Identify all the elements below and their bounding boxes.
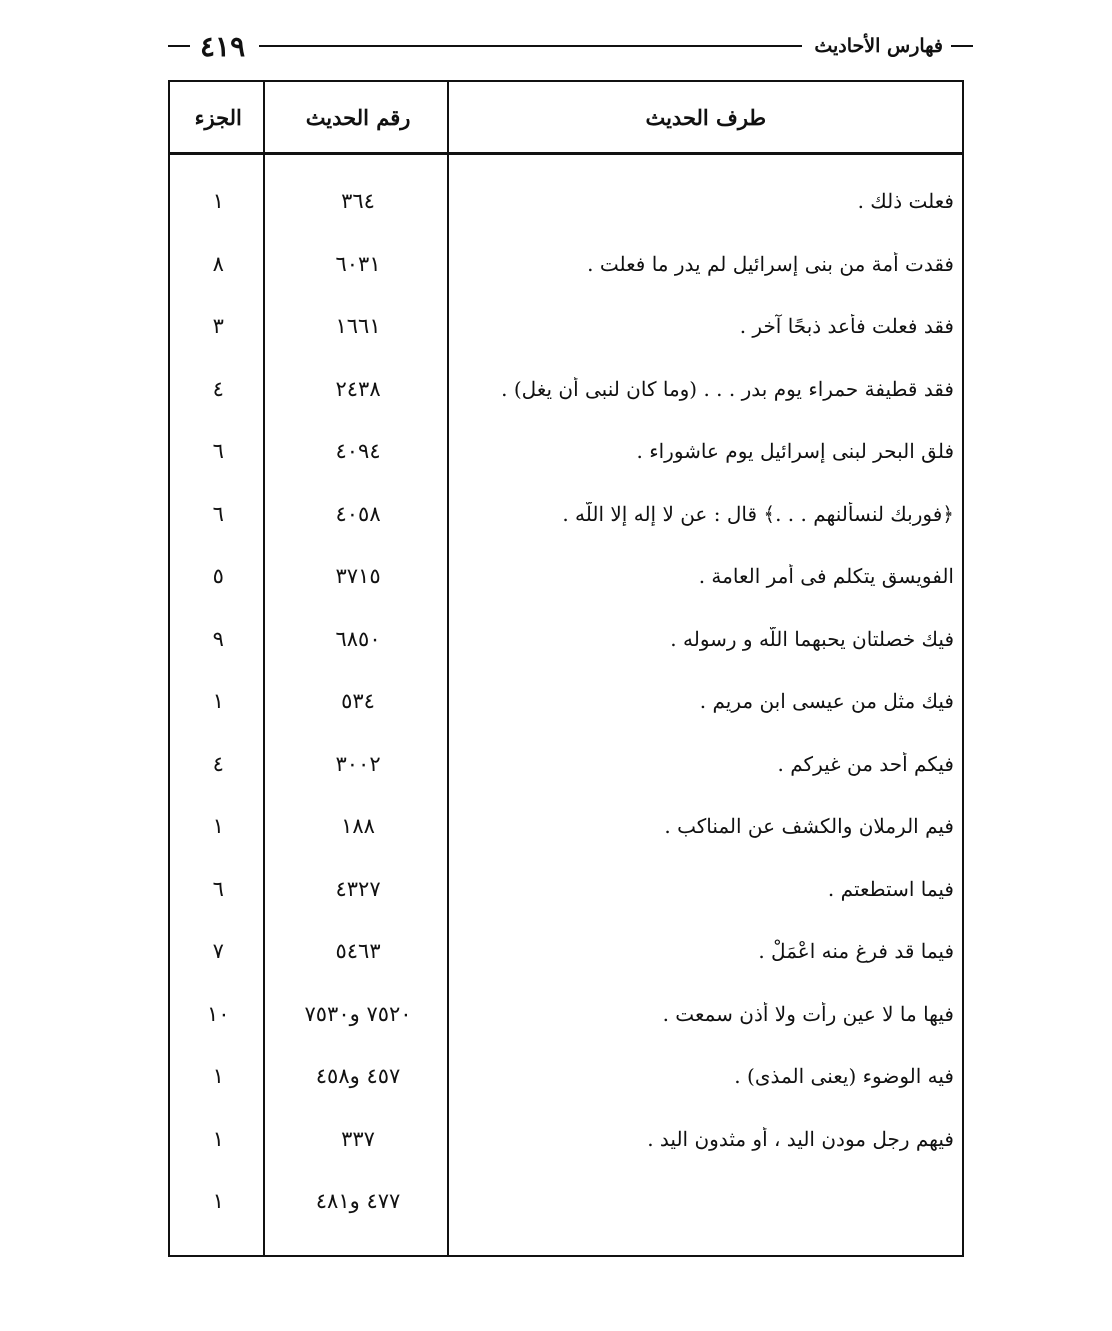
- table-row: [170, 795, 962, 858]
- hadith-number: ٥٤٦٣: [335, 939, 381, 964]
- running-header: [168, 26, 973, 66]
- table-row: [170, 1108, 962, 1171]
- table-row: [170, 670, 962, 733]
- hadith-text: فيما استطعتم .: [827, 876, 954, 901]
- hadith-number: ٤٣٢٧: [335, 876, 381, 901]
- hadith-number: ٤٠٥٨: [335, 501, 381, 526]
- hadith-number: ٤٥٧ و٤٥٨: [315, 1064, 401, 1089]
- table-row: [170, 1045, 962, 1108]
- volume-number: ٦: [212, 501, 224, 526]
- hadith-text: فقد قطيفة حمراء يوم بدر . . . (وما كان لنبى أن يغل) .: [501, 376, 954, 401]
- table-row: [170, 1170, 962, 1233]
- volume-number: ٣: [212, 314, 224, 339]
- volume-number: ٨: [212, 251, 224, 276]
- hadith-text: فيهم رجل مودن اليد ، أو مثدون اليد .: [647, 1126, 954, 1151]
- table-row: [170, 608, 962, 671]
- column-header-volume: الجزء: [194, 104, 242, 130]
- hadith-number: ٢٤٣٨: [335, 376, 381, 401]
- volume-number: ١٠: [206, 1001, 230, 1026]
- volume-number: ١: [212, 689, 224, 714]
- table-row: [170, 483, 962, 546]
- table-row: [170, 420, 962, 483]
- hadith-text: فيكم أحد من غيركم .: [777, 751, 954, 776]
- hadith-number: ٣٣٧: [341, 1126, 375, 1151]
- column-header-hadith-text: طرف الحديث: [645, 104, 767, 130]
- volume-number: ١: [212, 1189, 224, 1214]
- hadith-number: ٦٨٥٠: [335, 626, 381, 651]
- hadith-text: فيك خصلتان يحبهما اللّه و رسوله .: [670, 626, 954, 651]
- table-header-row: [170, 82, 962, 155]
- volume-number: ٦: [212, 876, 224, 901]
- volume-number: ٧: [212, 939, 224, 964]
- table-row: [170, 233, 962, 296]
- hadith-number: ١٨٨: [341, 814, 375, 839]
- table-body: [170, 170, 962, 1233]
- hadith-text: فيه الوضوء (يعنى المذى) .: [734, 1064, 954, 1089]
- volume-number: ١: [212, 1064, 224, 1089]
- hadith-index-table: [168, 80, 964, 1257]
- header-rule: [259, 45, 802, 47]
- hadith-text: الفويسق يتكلم فى أمر العامة .: [698, 564, 954, 589]
- hadith-text: فقدت أمة من بنى إسرائيل لم يدر ما فعلت .: [587, 251, 954, 276]
- volume-number: ٥: [212, 564, 224, 589]
- volume-number: ١: [212, 1126, 224, 1151]
- hadith-number: ٣٧١٥: [335, 564, 381, 589]
- hadith-number: ٣٠٠٢: [335, 751, 381, 776]
- hadith-text: فقد فعلت فأعد ذبحًا آخر .: [739, 314, 954, 339]
- hadith-text: فيم الرملان والكشف عن المناكب .: [664, 814, 954, 839]
- hadith-text: فيها ما لا عين رأت ولا أذن سمعت .: [662, 1001, 954, 1026]
- hadith-number: ٤٠٩٤: [335, 439, 381, 464]
- table-row: [170, 983, 962, 1046]
- table-row: [170, 733, 962, 796]
- volume-number: ١: [212, 189, 224, 214]
- table-row: [170, 858, 962, 921]
- hadith-number: ٤٧٧ و٤٨١: [315, 1189, 401, 1214]
- header-dash: [951, 45, 973, 47]
- header-title: فهارس الأحاديث: [814, 35, 943, 57]
- hadith-number: ٣٦٤: [341, 189, 375, 214]
- hadith-text: فيما قد فرغ منه اعْمَلْ .: [758, 939, 954, 964]
- hadith-number: ٧٥٢٠ و٧٥٣٠: [304, 1001, 412, 1026]
- table-row: [170, 295, 962, 358]
- table-row: [170, 920, 962, 983]
- volume-number: ٤: [212, 751, 224, 776]
- table-row: [170, 545, 962, 608]
- hadith-number: ٥٣٤: [341, 689, 375, 714]
- volume-number: ٤: [212, 376, 224, 401]
- hadith-text: فيك مثل من عيسى ابن مريم .: [699, 689, 954, 714]
- volume-number: ١: [212, 814, 224, 839]
- hadith-text: فعلت ذلك .: [857, 189, 954, 214]
- volume-number: ٦: [212, 439, 224, 464]
- header-dash: [168, 45, 190, 47]
- table-row: [170, 358, 962, 421]
- column-header-hadith-number: رقم الحديث: [305, 104, 411, 130]
- hadith-text: فلق البحر لبنى إسرائيل يوم عاشوراء .: [636, 439, 954, 464]
- hadith-number: ٦٠٣١: [335, 251, 381, 276]
- table-row: [170, 170, 962, 233]
- page-number: ٤١٩: [200, 29, 246, 63]
- hadith-text: ﴿فوربك لنسألنهم . . .﴾ قال : عن لا إله إلا اللّه .: [562, 501, 954, 526]
- volume-number: ٩: [212, 626, 224, 651]
- hadith-number: ١٦٦١: [335, 314, 381, 339]
